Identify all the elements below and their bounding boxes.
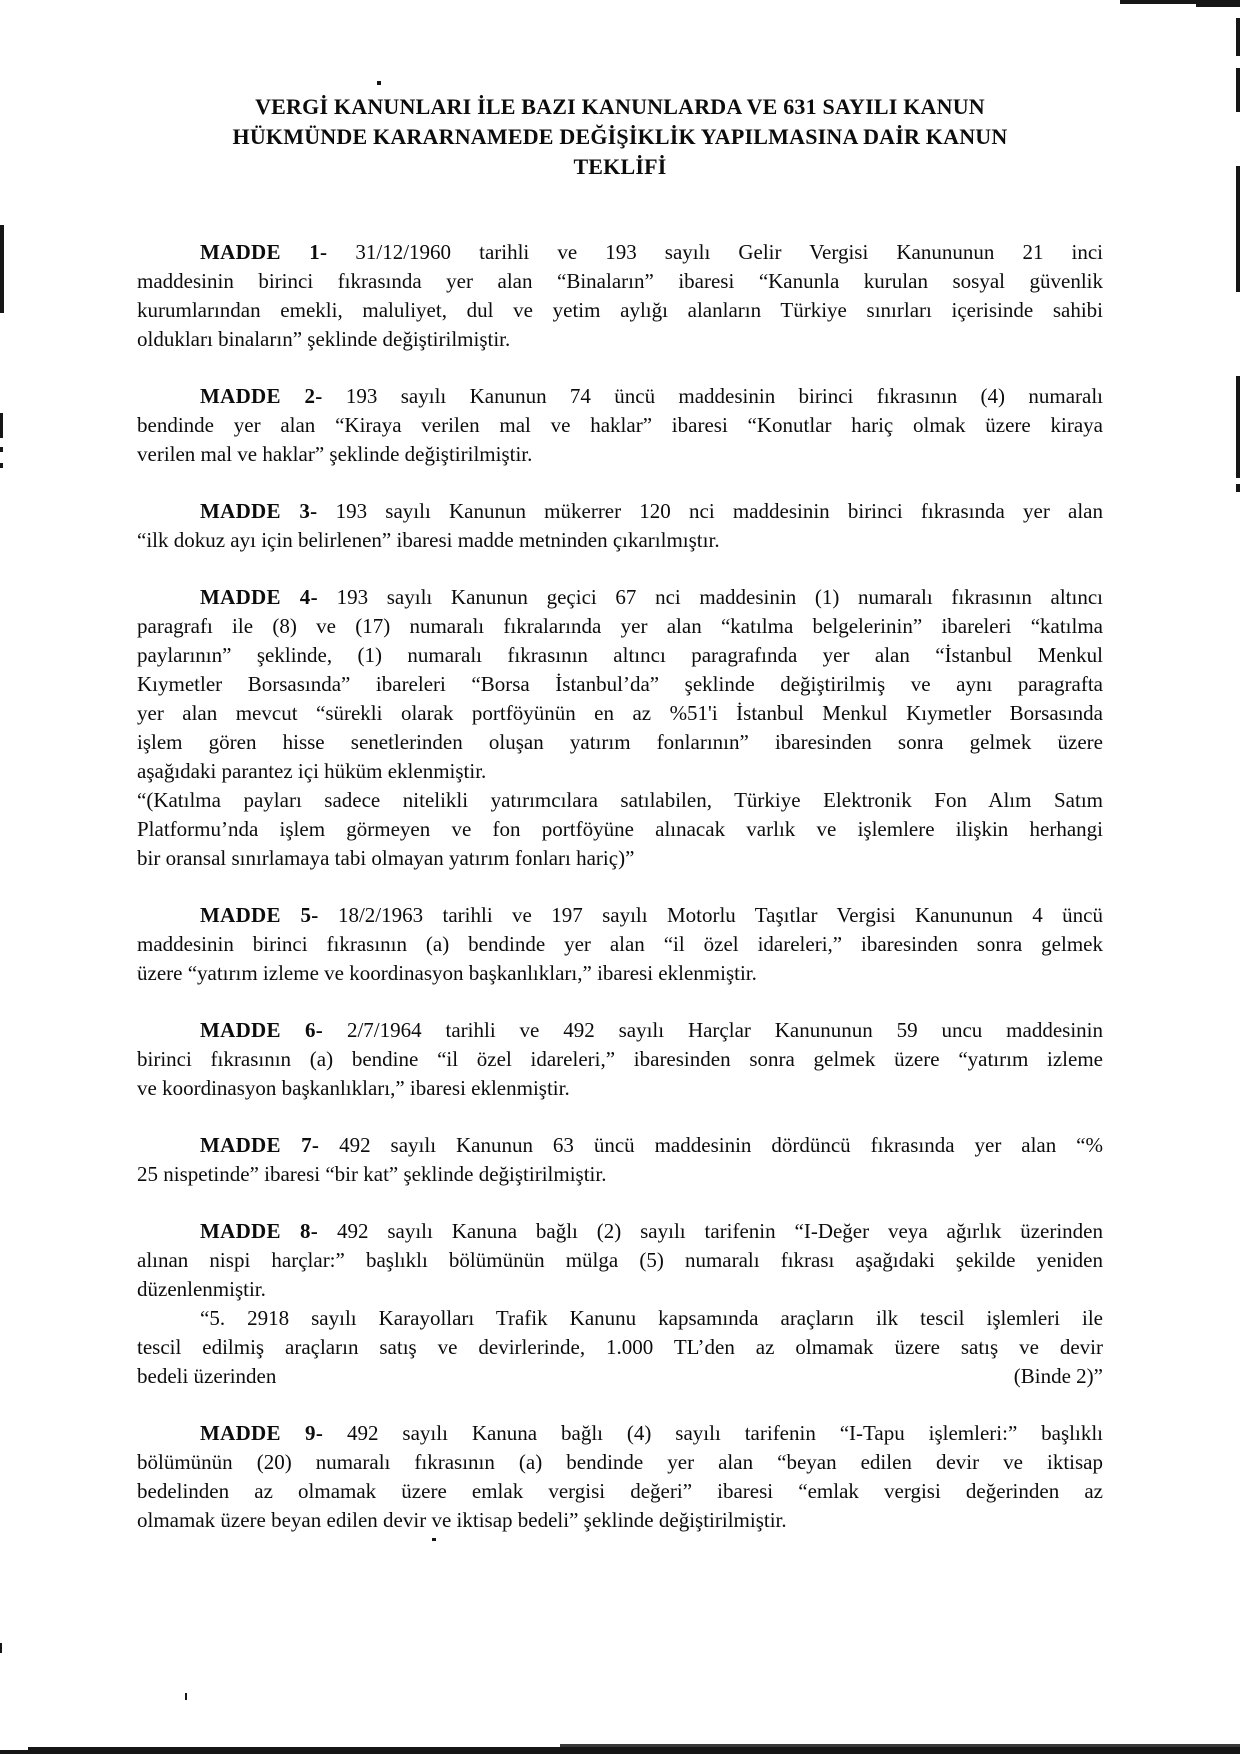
text-line-right-aligned: (Binde 2)” bbox=[1013, 1364, 1103, 1388]
document-title bbox=[137, 92, 1103, 182]
text-line: bölümünün (20) numaralı fıkrasının (a) bendinde yer alan “beyan edilen devir ve iktisap bbox=[137, 1450, 1103, 1474]
document-title-line-3: TEKLİFİ bbox=[573, 154, 667, 179]
text-line: Kıymetler Borsasında” ibareleri “Borsa İstanbul’da” şeklinde değiştirilmiş ve aynı paragrafta bbox=[137, 672, 1103, 696]
document-body bbox=[137, 238, 1103, 1535]
text-line: oldukları binaların” şeklinde değiştirilmiştir. bbox=[137, 327, 511, 351]
text-line: MADDE 6- 2/7/1964 tarihli ve 492 sayılı Harçlar Kanununun 59 uncu maddesinin bbox=[200, 1018, 1103, 1042]
paragraph-madde-1 bbox=[137, 238, 1103, 354]
text-line: MADDE 2- 193 sayılı Kanunun 74 üncü maddesinin birinci fıkrasının (4) numaralı bbox=[200, 384, 1104, 408]
text-line: olmamak üzere beyan edilen devir ve iktisap bedeli” şeklinde değiştirilmiştir. bbox=[137, 1508, 787, 1532]
scan-artifact-top-right-chunk bbox=[1196, 0, 1240, 7]
document-content bbox=[137, 92, 1103, 1535]
text-line: MADDE 1- 31/12/1960 tarihli ve 193 sayılı Gelir Vergisi Kanununun 21 inci bbox=[200, 240, 1104, 264]
text-line: maddesinin birinci fıkrasında yer alan “Binaların” ibaresi “Kanunla kurulan sosyal güvenlik bbox=[137, 269, 1103, 293]
text-line: paragrafı ile (8) ve (17) numaralı fıkralarında yer alan “katılma belgelerinin” ibareleri “katılma bbox=[137, 614, 1103, 638]
text-line: yer alan mevcut “sürekli olarak portföyünün en az %51'i İstanbul Menkul Kıymetler Borsasında bbox=[137, 701, 1103, 725]
paragraph-madde-8 bbox=[137, 1217, 1103, 1391]
scan-artifact-left-edge-2 bbox=[0, 413, 3, 438]
text-line: bedelinden az olmamak üzere emlak vergisi değeri” ibaresi “emlak vergisi değerinden az bbox=[137, 1479, 1103, 1503]
scan-artifact-right-edge-4 bbox=[1236, 376, 1240, 478]
text-line: üzere “yatırım izleme ve koordinasyon başkanlıkları,” ibaresi eklenmiştir. bbox=[137, 961, 757, 985]
text-line: verilen mal ve haklar” şeklinde değiştirilmiştir. bbox=[137, 442, 533, 466]
document-title-line-2: HÜKMÜNDE KARARNAMEDE DEĞİŞİKLİK YAPILMASINA DAİR KANUN bbox=[232, 124, 1008, 149]
scan-artifact-right-edge-2 bbox=[1236, 68, 1240, 112]
paragraph-madde-4 bbox=[137, 583, 1103, 873]
text-line: aşağıdaki parantez içi hüküm eklenmiştir. bbox=[137, 759, 487, 783]
scan-artifact-speck-title bbox=[377, 81, 381, 85]
paragraph-madde-6 bbox=[137, 1016, 1103, 1103]
scan-artifact-right-edge-1 bbox=[1236, 18, 1240, 56]
scan-artifact-left-edge-5 bbox=[0, 1643, 2, 1653]
text-line: kurumlarından emekli, maluliyet, dul ve yetim aylığı alanların Türkiye sınırları içerisinde sahibi bbox=[137, 298, 1103, 322]
text-line: MADDE 9- 492 sayılı Kanuna bağlı (4) sayılı tarifenin “I-Tapu işlemleri:” başlıklı bbox=[200, 1421, 1103, 1445]
text-line: birinci fıkrasının (a) bendine “il özel idareleri,” ibaresinden sonra gelmek üzere “yatırım izleme bbox=[137, 1047, 1103, 1071]
scan-artifact-bottom-bar-left-tip bbox=[0, 1750, 28, 1754]
text-line: “ilk dokuz ayı için belirlenen” ibaresi madde metninden çıkarılmıştır. bbox=[137, 528, 720, 552]
paragraph-madde-3 bbox=[137, 497, 1103, 555]
document-title-line-1: VERGİ KANUNLARI İLE BAZI KANUNLARDA VE 631 SAYILI KANUN bbox=[255, 94, 985, 119]
text-line: düzenlenmiştir. bbox=[137, 1277, 266, 1301]
text-line: alınan nispi harçlar:” başlıklı bölümünün mülga (5) numaralı fıkrası aşağıdaki şekilde yeniden bbox=[137, 1248, 1103, 1272]
scan-artifact-bottom-bar bbox=[28, 1747, 1240, 1754]
text-line: bendinde yer alan “Kiraya verilen mal ve haklar” ibaresi “Konutlar hariç olmak üzere kiraya bbox=[137, 413, 1103, 437]
text-line: maddesinin birinci fıkrasının (a) bendinde yer alan “il özel idareleri,” ibaresinden sonra gelmek bbox=[137, 932, 1103, 956]
text-line: “(Katılma payları sadece nitelikli yatırımcılara satılabilen, Türkiye Elektronik Fon Alım Satım bbox=[137, 788, 1103, 812]
paragraph-madde-9 bbox=[137, 1419, 1103, 1535]
text-line: MADDE 8- 492 sayılı Kanuna bağlı (2) sayılı tarifenin “I-Değer veya ağırlık üzerinden bbox=[200, 1219, 1103, 1243]
paragraph-madde-2 bbox=[137, 382, 1103, 469]
text-line: MADDE 3- 193 sayılı Kanunun mükerrer 120 nci maddesinin birinci fıkrasında yer alan bbox=[200, 499, 1104, 523]
scan-artifact-left-edge-4 bbox=[0, 463, 3, 468]
scan-artifact-speck-bottom bbox=[185, 1693, 187, 1700]
scan-artifact-speck-mid bbox=[432, 1538, 436, 1541]
text-line: “5. 2918 sayılı Karayolları Trafik Kanunu kapsamında araçların ilk tescil işlemleri ile bbox=[200, 1306, 1103, 1330]
text-line: işlem gören hisse senetlerinden oluşan yatırım fonlarının” ibaresinden sonra gelmek üzere bbox=[137, 730, 1103, 754]
text-line: ve koordinasyon başkanlıkları,” ibaresi eklenmiştir. bbox=[137, 1076, 570, 1100]
paragraph-madde-7 bbox=[137, 1131, 1103, 1189]
text-line: tescil edilmiş araçların satış ve devirlerinde, 1.000 TL’den az olmamak üzere satış ve devir bbox=[137, 1335, 1103, 1359]
text-line: paylarının” şeklinde, (1) numaralı fıkrasının altıncı paragrafında yer alan “İstanbul Menkul bbox=[137, 643, 1103, 667]
scan-artifact-left-edge-1 bbox=[0, 225, 4, 313]
text-line: 25 nispetinde” ibaresi “bir kat” şeklinde değiştirilmiştir. bbox=[137, 1162, 607, 1186]
scan-artifact-right-edge-3 bbox=[1236, 166, 1240, 292]
text-line: MADDE 7- 492 sayılı Kanunun 63 üncü maddesinin dördüncü fıkrasında yer alan “% bbox=[200, 1133, 1103, 1157]
text-line: MADDE 5- 18/2/1963 tarihli ve 197 sayılı Motorlu Taşıtlar Vergisi Kanununun 4 üncü bbox=[200, 903, 1103, 927]
text-line: Platformu’nda işlem görmeyen ve fon portföyüne alınacak varlık ve işlemlere ilişkin herhangi bbox=[137, 817, 1103, 841]
text-line: bedeli üzerinden (Binde 2)” bbox=[137, 1362, 1103, 1391]
paragraph-madde-5 bbox=[137, 901, 1103, 988]
text-line: MADDE 4- 193 sayılı Kanunun geçici 67 nci maddesinin (1) numaralı fıkrasının altıncı bbox=[200, 585, 1103, 609]
scan-artifact-left-edge-3 bbox=[0, 447, 3, 452]
scan-artifact-right-edge-5 bbox=[1236, 484, 1240, 492]
text-line: bir oransal sınırlamaya tabi olmayan yatırım fonları hariç)” bbox=[137, 846, 635, 870]
